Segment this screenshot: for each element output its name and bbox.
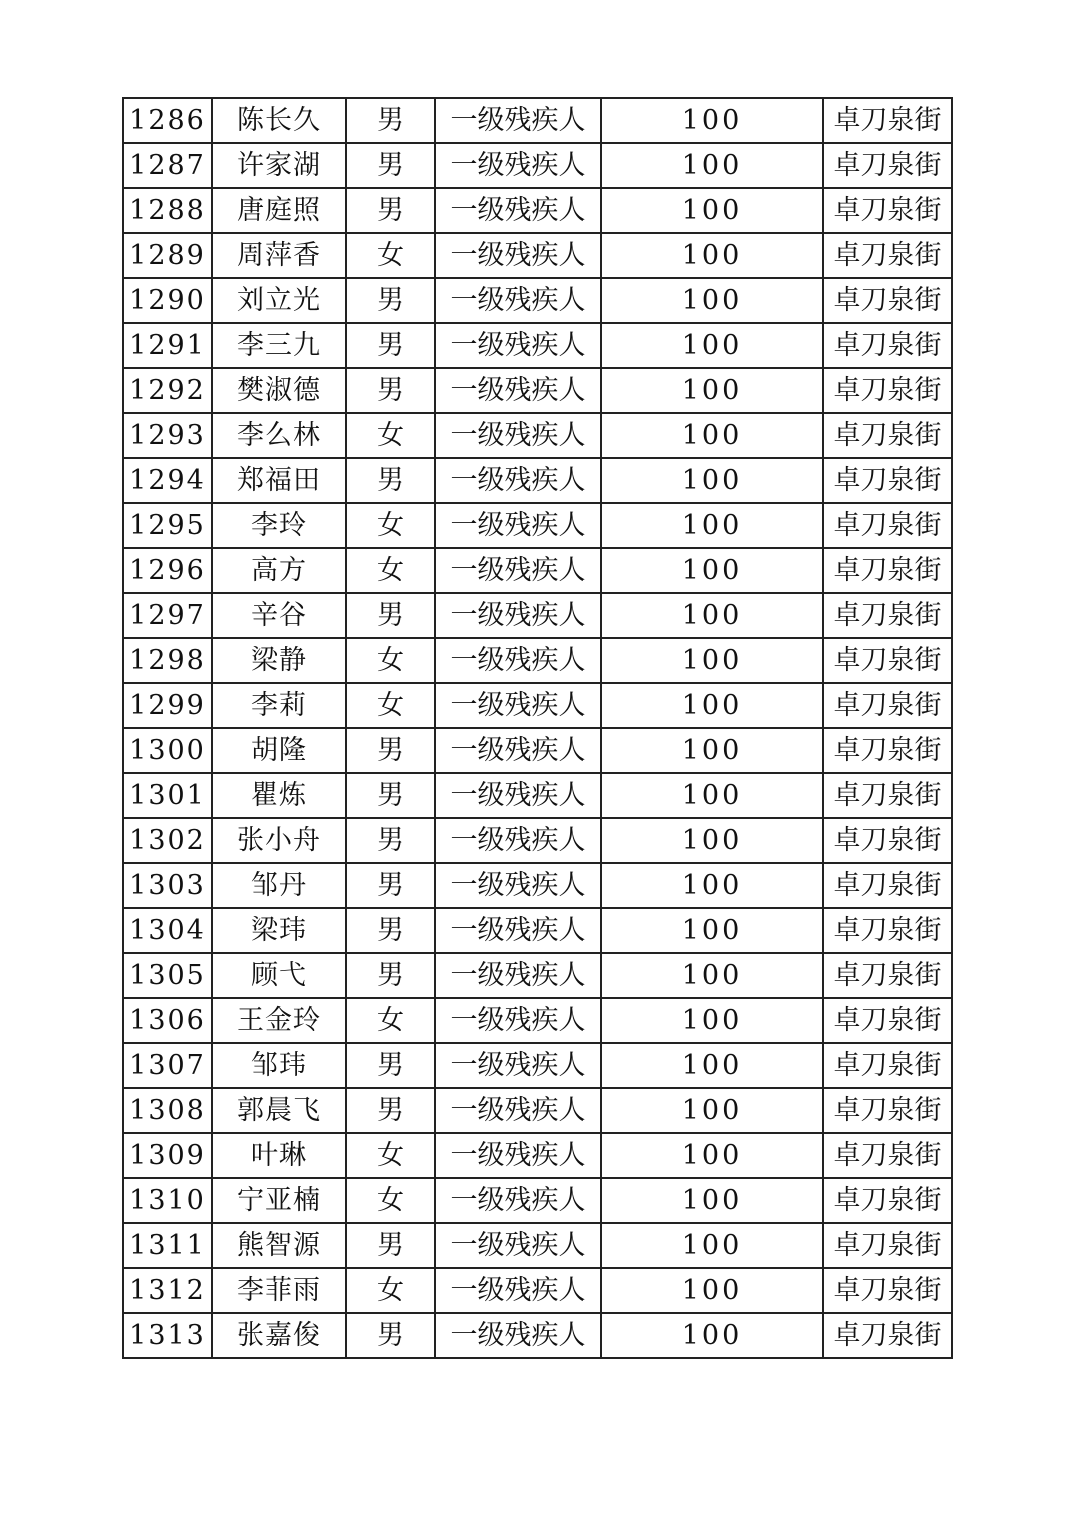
- street-cell: 卓刀泉街: [823, 503, 952, 548]
- name-cell: 郑福田: [212, 458, 346, 503]
- serial-number-cell: 1293: [123, 413, 212, 458]
- serial-number-cell: 1288: [123, 188, 212, 233]
- amount-cell: 100: [601, 1133, 823, 1178]
- gender-cell: 男: [346, 1088, 435, 1133]
- amount-cell: 100: [601, 413, 823, 458]
- gender-cell: 男: [346, 188, 435, 233]
- amount-cell: 100: [601, 458, 823, 503]
- table-row: [123, 323, 952, 368]
- serial-number-cell: 1310: [123, 1178, 212, 1223]
- amount-cell: 100: [601, 233, 823, 278]
- amount-cell: 100: [601, 1313, 823, 1358]
- disability-level-cell: 一级残疾人: [435, 998, 601, 1043]
- street-cell: 卓刀泉街: [823, 1268, 952, 1313]
- table-row: [123, 728, 952, 773]
- amount-cell: 100: [601, 998, 823, 1043]
- disability-level-cell: 一级残疾人: [435, 1043, 601, 1088]
- amount-cell: 100: [601, 143, 823, 188]
- serial-number-cell: 1305: [123, 953, 212, 998]
- serial-number-cell: 1287: [123, 143, 212, 188]
- name-cell: 叶琳: [212, 1133, 346, 1178]
- roster-table: [122, 97, 953, 1359]
- street-cell: 卓刀泉街: [823, 638, 952, 683]
- amount-cell: 100: [601, 863, 823, 908]
- table-row: [123, 953, 952, 998]
- gender-cell: 女: [346, 683, 435, 728]
- name-cell: 刘立光: [212, 278, 346, 323]
- gender-cell: 女: [346, 1268, 435, 1313]
- disability-level-cell: 一级残疾人: [435, 503, 601, 548]
- name-cell: 顾弋: [212, 953, 346, 998]
- gender-cell: 女: [346, 1178, 435, 1223]
- table-row: [123, 773, 952, 818]
- disability-level-cell: 一级残疾人: [435, 1133, 601, 1178]
- gender-cell: 女: [346, 998, 435, 1043]
- gender-cell: 男: [346, 1223, 435, 1268]
- street-cell: 卓刀泉街: [823, 593, 952, 638]
- serial-number-cell: 1302: [123, 818, 212, 863]
- street-cell: 卓刀泉街: [823, 1088, 952, 1133]
- street-cell: 卓刀泉街: [823, 233, 952, 278]
- table-row: [123, 593, 952, 638]
- gender-cell: 男: [346, 278, 435, 323]
- serial-number-cell: 1312: [123, 1268, 212, 1313]
- street-cell: 卓刀泉街: [823, 683, 952, 728]
- serial-number-cell: 1306: [123, 998, 212, 1043]
- table-row: [123, 458, 952, 503]
- gender-cell: 男: [346, 1313, 435, 1358]
- street-cell: 卓刀泉街: [823, 1223, 952, 1268]
- street-cell: 卓刀泉街: [823, 998, 952, 1043]
- disability-level-cell: 一级残疾人: [435, 458, 601, 503]
- serial-number-cell: 1301: [123, 773, 212, 818]
- gender-cell: 男: [346, 863, 435, 908]
- table-row: [123, 1043, 952, 1088]
- serial-number-cell: 1292: [123, 368, 212, 413]
- street-cell: 卓刀泉街: [823, 413, 952, 458]
- disability-level-cell: 一级残疾人: [435, 1268, 601, 1313]
- street-cell: 卓刀泉街: [823, 863, 952, 908]
- roster-table-body: [123, 98, 952, 1358]
- gender-cell: 男: [346, 368, 435, 413]
- disability-level-cell: 一级残疾人: [435, 413, 601, 458]
- table-row: [123, 548, 952, 593]
- serial-number-cell: 1308: [123, 1088, 212, 1133]
- serial-number-cell: 1289: [123, 233, 212, 278]
- gender-cell: 男: [346, 98, 435, 143]
- disability-level-cell: 一级残疾人: [435, 368, 601, 413]
- amount-cell: 100: [601, 278, 823, 323]
- disability-level-cell: 一级残疾人: [435, 1223, 601, 1268]
- serial-number-cell: 1311: [123, 1223, 212, 1268]
- serial-number-cell: 1286: [123, 98, 212, 143]
- street-cell: 卓刀泉街: [823, 1178, 952, 1223]
- name-cell: 邹玮: [212, 1043, 346, 1088]
- name-cell: 许家湖: [212, 143, 346, 188]
- street-cell: 卓刀泉街: [823, 728, 952, 773]
- disability-level-cell: 一级残疾人: [435, 953, 601, 998]
- table-row: [123, 188, 952, 233]
- gender-cell: 男: [346, 728, 435, 773]
- disability-level-cell: 一级残疾人: [435, 1313, 601, 1358]
- amount-cell: 100: [601, 728, 823, 773]
- street-cell: 卓刀泉街: [823, 278, 952, 323]
- table-row: [123, 1313, 952, 1358]
- amount-cell: 100: [601, 98, 823, 143]
- gender-cell: 男: [346, 458, 435, 503]
- street-cell: 卓刀泉街: [823, 98, 952, 143]
- name-cell: 辛谷: [212, 593, 346, 638]
- serial-number-cell: 1295: [123, 503, 212, 548]
- table-row: [123, 368, 952, 413]
- disability-level-cell: 一级残疾人: [435, 323, 601, 368]
- gender-cell: 女: [346, 413, 435, 458]
- disability-level-cell: 一级残疾人: [435, 818, 601, 863]
- serial-number-cell: 1304: [123, 908, 212, 953]
- street-cell: 卓刀泉街: [823, 1043, 952, 1088]
- serial-number-cell: 1297: [123, 593, 212, 638]
- amount-cell: 100: [601, 548, 823, 593]
- name-cell: 郭晨飞: [212, 1088, 346, 1133]
- table-row: [123, 818, 952, 863]
- disability-level-cell: 一级残疾人: [435, 908, 601, 953]
- name-cell: 樊淑德: [212, 368, 346, 413]
- amount-cell: 100: [601, 953, 823, 998]
- name-cell: 李莉: [212, 683, 346, 728]
- name-cell: 唐庭照: [212, 188, 346, 233]
- street-cell: 卓刀泉街: [823, 143, 952, 188]
- gender-cell: 男: [346, 908, 435, 953]
- name-cell: 周萍香: [212, 233, 346, 278]
- serial-number-cell: 1290: [123, 278, 212, 323]
- gender-cell: 女: [346, 548, 435, 593]
- amount-cell: 100: [601, 773, 823, 818]
- street-cell: 卓刀泉街: [823, 323, 952, 368]
- street-cell: 卓刀泉街: [823, 188, 952, 233]
- disability-level-cell: 一级残疾人: [435, 143, 601, 188]
- gender-cell: 男: [346, 818, 435, 863]
- amount-cell: 100: [601, 1178, 823, 1223]
- serial-number-cell: 1291: [123, 323, 212, 368]
- disability-level-cell: 一级残疾人: [435, 278, 601, 323]
- table-row: [123, 908, 952, 953]
- disability-level-cell: 一级残疾人: [435, 638, 601, 683]
- table-row: [123, 1178, 952, 1223]
- serial-number-cell: 1300: [123, 728, 212, 773]
- street-cell: 卓刀泉街: [823, 953, 952, 998]
- amount-cell: 100: [601, 368, 823, 413]
- street-cell: 卓刀泉街: [823, 1313, 952, 1358]
- gender-cell: 男: [346, 953, 435, 998]
- table-row: [123, 638, 952, 683]
- table-row: [123, 998, 952, 1043]
- serial-number-cell: 1313: [123, 1313, 212, 1358]
- name-cell: 胡隆: [212, 728, 346, 773]
- street-cell: 卓刀泉街: [823, 773, 952, 818]
- table-row: [123, 863, 952, 908]
- street-cell: 卓刀泉街: [823, 458, 952, 503]
- gender-cell: 女: [346, 1133, 435, 1178]
- amount-cell: 100: [601, 1088, 823, 1133]
- name-cell: 张小舟: [212, 818, 346, 863]
- table-row: [123, 1088, 952, 1133]
- table-row: [123, 413, 952, 458]
- amount-cell: 100: [601, 908, 823, 953]
- name-cell: 梁玮: [212, 908, 346, 953]
- amount-cell: 100: [601, 503, 823, 548]
- disability-level-cell: 一级残疾人: [435, 548, 601, 593]
- street-cell: 卓刀泉街: [823, 908, 952, 953]
- table-row: [123, 1133, 952, 1178]
- disability-level-cell: 一级残疾人: [435, 233, 601, 278]
- amount-cell: 100: [601, 593, 823, 638]
- street-cell: 卓刀泉街: [823, 548, 952, 593]
- table-row: [123, 1268, 952, 1313]
- table-row: [123, 683, 952, 728]
- disability-level-cell: 一级残疾人: [435, 593, 601, 638]
- amount-cell: 100: [601, 818, 823, 863]
- name-cell: 李菲雨: [212, 1268, 346, 1313]
- gender-cell: 女: [346, 233, 435, 278]
- amount-cell: 100: [601, 323, 823, 368]
- gender-cell: 女: [346, 503, 435, 548]
- serial-number-cell: 1303: [123, 863, 212, 908]
- disability-level-cell: 一级残疾人: [435, 683, 601, 728]
- disability-level-cell: 一级残疾人: [435, 98, 601, 143]
- name-cell: 李三九: [212, 323, 346, 368]
- gender-cell: 女: [346, 638, 435, 683]
- street-cell: 卓刀泉街: [823, 1133, 952, 1178]
- serial-number-cell: 1309: [123, 1133, 212, 1178]
- serial-number-cell: 1299: [123, 683, 212, 728]
- amount-cell: 100: [601, 638, 823, 683]
- amount-cell: 100: [601, 188, 823, 233]
- serial-number-cell: 1296: [123, 548, 212, 593]
- name-cell: 梁静: [212, 638, 346, 683]
- table-row: [123, 278, 952, 323]
- street-cell: 卓刀泉街: [823, 818, 952, 863]
- name-cell: 李么林: [212, 413, 346, 458]
- amount-cell: 100: [601, 1268, 823, 1313]
- disability-level-cell: 一级残疾人: [435, 773, 601, 818]
- gender-cell: 男: [346, 773, 435, 818]
- table-row: [123, 503, 952, 548]
- disability-level-cell: 一级残疾人: [435, 188, 601, 233]
- name-cell: 熊智源: [212, 1223, 346, 1268]
- disability-level-cell: 一级残疾人: [435, 863, 601, 908]
- gender-cell: 男: [346, 593, 435, 638]
- name-cell: 邹丹: [212, 863, 346, 908]
- disability-level-cell: 一级残疾人: [435, 1178, 601, 1223]
- disability-level-cell: 一级残疾人: [435, 728, 601, 773]
- amount-cell: 100: [601, 1223, 823, 1268]
- name-cell: 高方: [212, 548, 346, 593]
- amount-cell: 100: [601, 1043, 823, 1088]
- name-cell: 陈长久: [212, 98, 346, 143]
- name-cell: 宁亚楠: [212, 1178, 346, 1223]
- street-cell: 卓刀泉街: [823, 368, 952, 413]
- serial-number-cell: 1307: [123, 1043, 212, 1088]
- serial-number-cell: 1298: [123, 638, 212, 683]
- amount-cell: 100: [601, 683, 823, 728]
- disability-level-cell: 一级残疾人: [435, 1088, 601, 1133]
- gender-cell: 男: [346, 323, 435, 368]
- name-cell: 王金玲: [212, 998, 346, 1043]
- name-cell: 张嘉俊: [212, 1313, 346, 1358]
- gender-cell: 男: [346, 1043, 435, 1088]
- name-cell: 李玲: [212, 503, 346, 548]
- name-cell: 瞿炼: [212, 773, 346, 818]
- table-row: [123, 143, 952, 188]
- table-row: [123, 98, 952, 143]
- serial-number-cell: 1294: [123, 458, 212, 503]
- table-row: [123, 233, 952, 278]
- gender-cell: 男: [346, 143, 435, 188]
- table-row: [123, 1223, 952, 1268]
